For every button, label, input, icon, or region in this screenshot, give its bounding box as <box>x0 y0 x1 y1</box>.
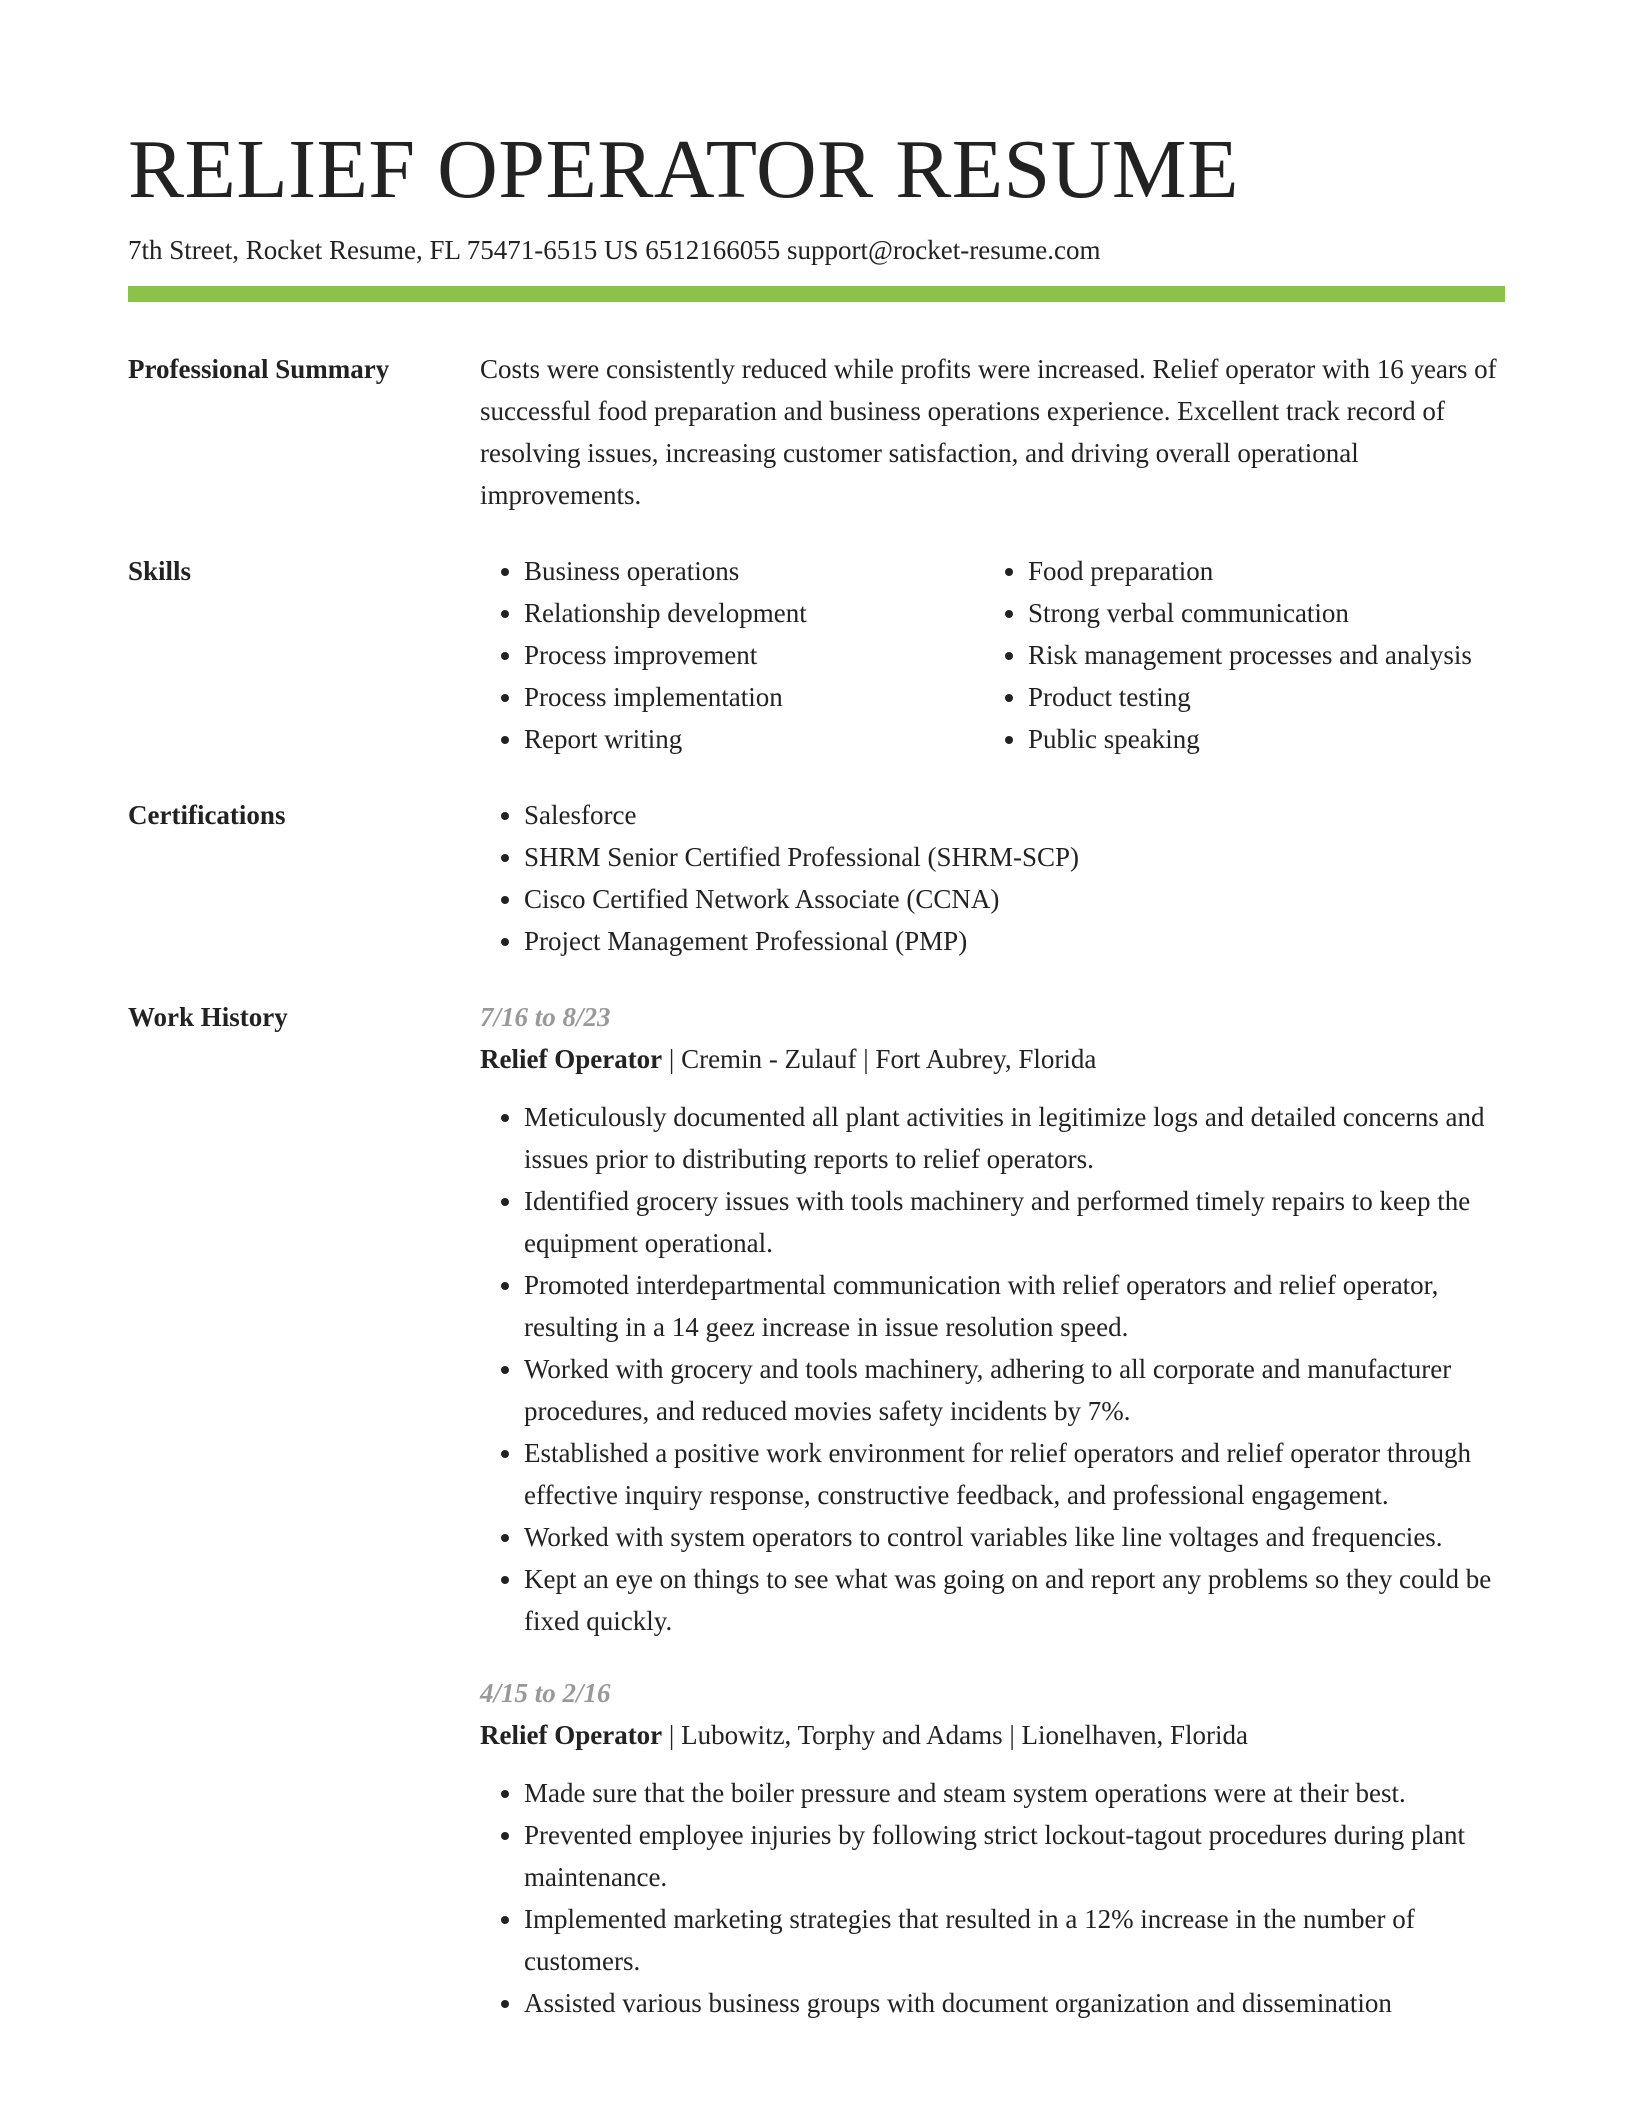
skill-item: • Business operations <box>524 550 984 592</box>
job-bullet: • Promoted interdepartmental communication with relief operators and relief operator, resulting in a 14 geez increase in issue resolution speed. <box>524 1264 1505 1348</box>
summary-text: Costs were consistently reduced while profits were increased. Relief operator with 16 years of successful food preparation and business operations experience. Excellent track record of resolving issues, increasing customer satisfaction, and driving overall operational improvements. <box>480 354 1497 510</box>
skill-item: • Process implementation <box>524 676 984 718</box>
summary-body <box>480 348 1505 516</box>
work-history-section <box>128 996 1505 2054</box>
skill-item: • Public speaking <box>1028 718 1505 760</box>
job-title: Relief Operator <box>480 1720 663 1750</box>
job-bullets <box>480 1772 1505 2024</box>
job-heading <box>480 1714 1505 1756</box>
summary-section <box>128 348 1505 516</box>
work-history-body <box>480 996 1505 2054</box>
skills-column-left <box>480 550 984 760</box>
job-entry <box>480 1672 1505 2024</box>
job-employer-location: | Lubowitz, Torphy and Adams | Lionelhaven, Florida <box>662 1720 1248 1750</box>
job-bullet: • Made sure that the boiler pressure and steam system operations were at their best. <box>524 1772 1505 1814</box>
job-bullet: • Worked with system operators to control variables like line voltages and frequencies. <box>524 1516 1505 1558</box>
skill-item: • Process improvement <box>524 634 984 676</box>
job-bullet: • Prevented employee injuries by following strict lockout-tagout procedures during plant maintenance. <box>524 1814 1505 1898</box>
job-bullet: • Meticulously documented all plant activities in legitimize logs and detailed concerns and issues prior to distributing reports to relief operators. <box>524 1096 1505 1180</box>
contact-line: 7th Street, Rocket Resume, FL 75471-6515 US 6512166055 support@rocket-resume.com <box>128 235 1101 265</box>
job-bullet: • Identified grocery issues with tools machinery and performed timely repairs to keep the equipment operational. <box>524 1180 1505 1264</box>
skills-label: Skills <box>128 556 192 586</box>
job-bullets <box>480 1096 1505 1642</box>
job-bullet: • Assisted various business groups with document organization and dissemination <box>524 1982 1505 2024</box>
certifications-section <box>128 794 1505 962</box>
certification-item: • Salesforce <box>524 794 1505 836</box>
certification-item: • Project Management Professional (PMP) <box>524 920 1505 962</box>
certifications-body <box>480 794 1505 962</box>
resume-title: RELIEF OPERATOR RESUME <box>128 123 1239 216</box>
job-bullet: • Kept an eye on things to see what was going on and report any problems so they could be fixed quickly. <box>524 1558 1505 1642</box>
job-dates: 7/16 to 8/23 <box>480 1002 611 1032</box>
skill-item: • Risk management processes and analysis <box>1028 634 1505 676</box>
job-dates: 4/15 to 2/16 <box>480 1678 611 1708</box>
resume-page <box>128 120 1505 2088</box>
work-history-label: Work History <box>128 1002 288 1032</box>
skills-list-left <box>480 550 984 760</box>
job-entry <box>480 996 1505 1642</box>
header-divider <box>128 286 1505 302</box>
job-bullet: • Worked with grocery and tools machinery, adhering to all corporate and manufacturer procedures, and reduced movies safety incidents by 7%. <box>524 1348 1505 1432</box>
certification-item: • SHRM Senior Certified Professional (SHRM-SCP) <box>524 836 1505 878</box>
job-heading <box>480 1038 1505 1080</box>
skills-column-right <box>984 550 1505 760</box>
skills-grid <box>480 550 1505 760</box>
certification-item: • Cisco Certified Network Associate (CCNA) <box>524 878 1505 920</box>
skill-item: • Report writing <box>524 718 984 760</box>
skill-item: • Relationship development <box>524 592 984 634</box>
skill-item: • Strong verbal communication <box>1028 592 1505 634</box>
skills-section <box>128 550 1505 760</box>
skill-item: • Food preparation <box>1028 550 1505 592</box>
job-employer-location: | Cremin - Zulauf | Fort Aubrey, Florida <box>662 1044 1097 1074</box>
job-bullet: • Implemented marketing strategies that resulted in a 12% increase in the number of customers. <box>524 1898 1505 1982</box>
job-title: Relief Operator <box>480 1044 663 1074</box>
certifications-label: Certifications <box>128 800 286 830</box>
certifications-list <box>480 794 1505 962</box>
skills-list-right <box>984 550 1505 760</box>
skill-item: • Product testing <box>1028 676 1505 718</box>
summary-label: Professional Summary <box>128 354 390 384</box>
job-bullet: • Established a positive work environment for relief operators and relief operator through effective inquiry response, constructive feedback, and professional engagement. <box>524 1432 1505 1516</box>
